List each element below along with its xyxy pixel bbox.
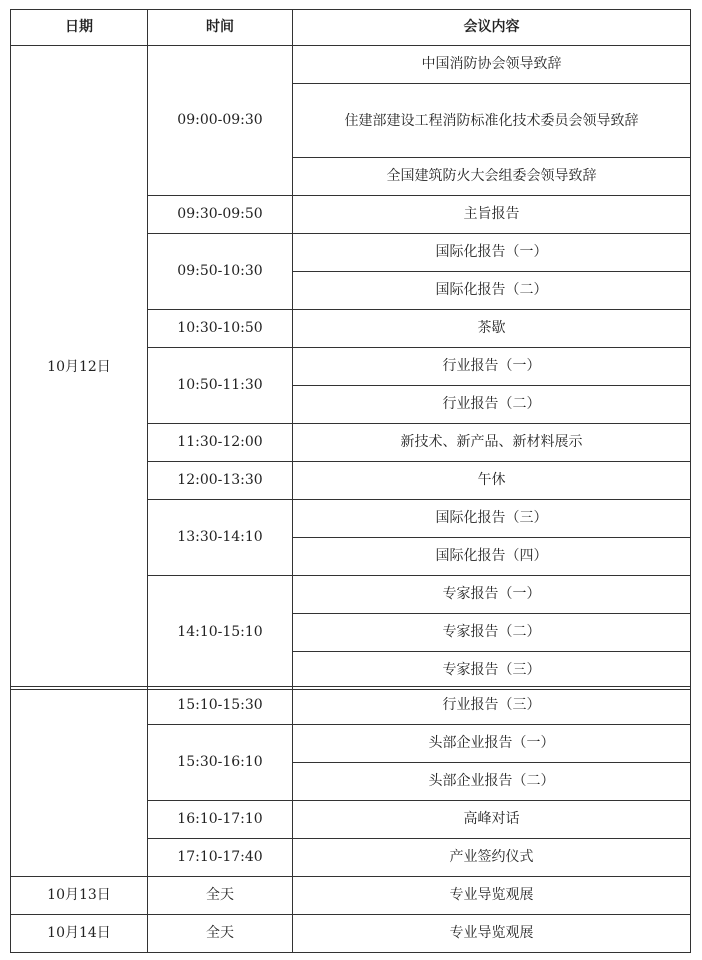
content-cell: 专家报告（一） bbox=[293, 576, 691, 614]
content-cell: 新技术、新产品、新材料展示 bbox=[293, 424, 691, 462]
date-cell: 10月12日 bbox=[11, 46, 148, 690]
time-cell: 16:10-17:10 bbox=[148, 801, 293, 839]
content-cell: 行业报告（三） bbox=[293, 687, 691, 725]
time-cell: 全天 bbox=[148, 877, 293, 915]
date-cell bbox=[11, 687, 148, 877]
date-cell: 10月14日 bbox=[11, 915, 148, 953]
schedule-table bbox=[10, 9, 691, 690]
time-cell: 14:10-15:10 bbox=[148, 576, 293, 690]
content-cell: 高峰对话 bbox=[293, 801, 691, 839]
time-cell: 12:00-13:30 bbox=[148, 462, 293, 500]
content-cell: 专业导览观展 bbox=[293, 915, 691, 953]
content-cell: 茶歇 bbox=[293, 310, 691, 348]
table-row bbox=[11, 46, 691, 84]
content-cell: 国际化报告（一） bbox=[293, 234, 691, 272]
content-cell: 国际化报告（三） bbox=[293, 500, 691, 538]
content-cell: 头部企业报告（二） bbox=[293, 763, 691, 801]
content-cell: 主旨报告 bbox=[293, 196, 691, 234]
header-time: 时间 bbox=[148, 10, 293, 46]
content-cell: 产业签约仪式 bbox=[293, 839, 691, 877]
content-cell: 住建部建设工程消防标准化技术委员会领导致辞 bbox=[293, 84, 691, 158]
time-cell: 09:00-09:30 bbox=[148, 46, 293, 196]
content-cell: 全国建筑防火大会组委会领导致辞 bbox=[293, 158, 691, 196]
date-cell: 10月13日 bbox=[11, 877, 148, 915]
content-cell: 行业报告（一） bbox=[293, 348, 691, 386]
header-row bbox=[11, 10, 691, 46]
content-cell: 专家报告（二） bbox=[293, 614, 691, 652]
time-cell: 09:50-10:30 bbox=[148, 234, 293, 310]
schedule-table-continued bbox=[10, 686, 691, 953]
content-cell: 专业导览观展 bbox=[293, 877, 691, 915]
content-cell: 头部企业报告（一） bbox=[293, 725, 691, 763]
time-cell: 10:50-11:30 bbox=[148, 348, 293, 424]
content-cell: 行业报告（二） bbox=[293, 386, 691, 424]
table-row bbox=[11, 877, 691, 915]
time-cell: 10:30-10:50 bbox=[148, 310, 293, 348]
header-content: 会议内容 bbox=[293, 10, 691, 46]
time-cell: 全天 bbox=[148, 915, 293, 953]
time-cell: 13:30-14:10 bbox=[148, 500, 293, 576]
table-row bbox=[11, 687, 691, 725]
time-cell: 15:30-16:10 bbox=[148, 725, 293, 801]
content-cell: 国际化报告（四） bbox=[293, 538, 691, 576]
content-cell: 中国消防协会领导致辞 bbox=[293, 46, 691, 84]
content-cell: 午休 bbox=[293, 462, 691, 500]
table-row bbox=[11, 915, 691, 953]
time-cell: 15:10-15:30 bbox=[148, 687, 293, 725]
header-date: 日期 bbox=[11, 10, 148, 46]
content-cell: 国际化报告（二） bbox=[293, 272, 691, 310]
time-cell: 09:30-09:50 bbox=[148, 196, 293, 234]
content-cell: 专家报告（三） bbox=[293, 652, 691, 690]
time-cell: 11:30-12:00 bbox=[148, 424, 293, 462]
time-cell: 17:10-17:40 bbox=[148, 839, 293, 877]
